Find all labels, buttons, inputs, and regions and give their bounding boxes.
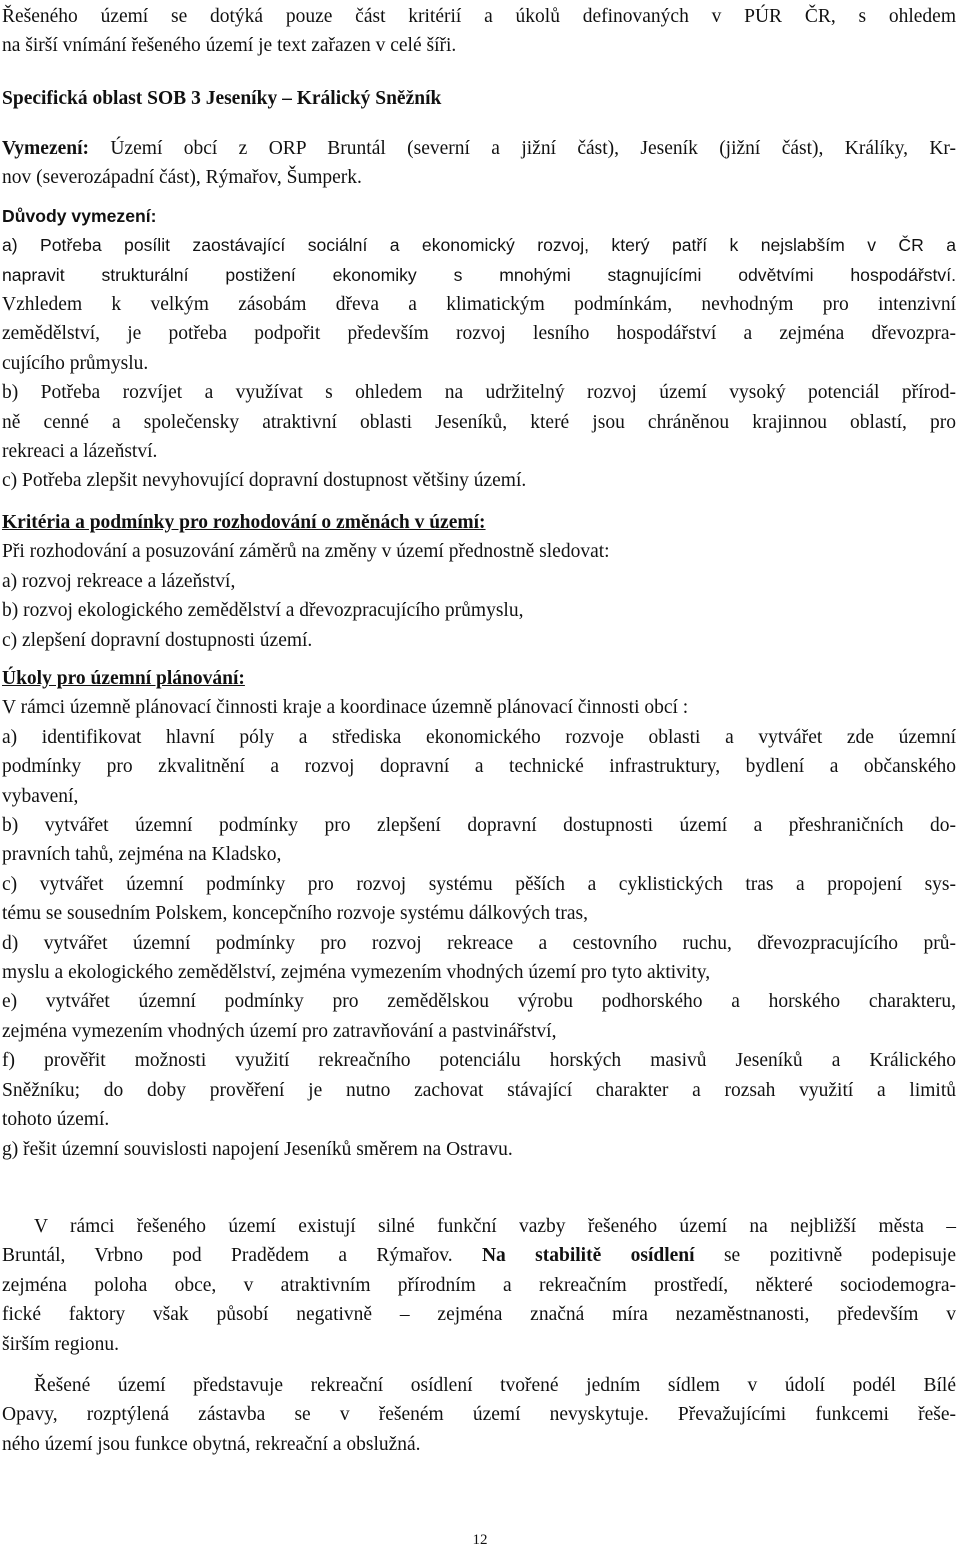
vymezeni-line: nov (severozápadní část), Rýmařov, Šumperk.: [2, 167, 362, 189]
ukoly-line: a) identifikovat hlavní póly a střediska ekonomického rozvoje oblasti a vytvářet zde územní: [2, 726, 956, 748]
duvody-section: [2, 202, 956, 290]
vymezeni-text: Území obcí z ORP Bruntál (severní a jižní část), Jeseník (jižní část), Králíky, Kr-: [89, 138, 956, 159]
paragraph-line: širším regionu.: [2, 1333, 119, 1355]
paragraph-vazby: [2, 1212, 956, 1359]
kriteria-heading: Kritéria a podmínky pro rozhodování o změnách v území:: [2, 512, 486, 533]
duvody-line: zemědělství, je potřeba podpořit především rozvoj lesního hospodářství a zejména dřevozpra-: [2, 323, 956, 345]
paragraph-line: V rámci řešeného území existují silné funkční vazby řešeného území na nejbližší města –: [34, 1216, 956, 1237]
ukoly-line: e) vytvářet územní podmínky pro zemědělskou výrobu podhorského a horského charakteru,: [2, 991, 956, 1013]
ukoly-line: tému se sousedním Polskem, koncepčního rozvoje systému dálkových tras,: [2, 903, 588, 925]
ukoly-line: c) vytvářet územní podmínky pro rozvoj systému pěších a cyklistických tras a propojení sys-: [2, 873, 956, 895]
ukoly-line: tohoto území.: [2, 1109, 110, 1131]
duvody-line: cujícího průmyslu.: [2, 352, 149, 374]
ukoly-intro: V rámci územně plánovací činnosti kraje a koordinace územně plánovací činnosti obcí :: [2, 697, 689, 719]
section-title: [2, 84, 956, 113]
duvody-heading: Důvody vymezení:: [2, 206, 157, 226]
intro-paragraph: [2, 2, 956, 61]
duvody-line: rekreaci a lázeňství.: [2, 441, 158, 463]
ukoly-heading: Úkoly pro územní plánování:: [2, 668, 245, 689]
paragraph-line: zejména poloha obce, v atraktivním přírodním a rekreačním prostředí, některé sociodemogra-: [2, 1274, 956, 1296]
page-number: 12: [472, 1532, 488, 1548]
duvody-line: c) Potřeba zlepšit nevyhovující dopravní dostupnost většiny území.: [2, 470, 527, 492]
duvody-line: Vzhledem k velkým zásobám dřeva a klimatickým podmínkám, nevhodným pro intenzivní: [2, 294, 956, 315]
kriteria-item: c) zlepšení dopravní dostupnosti území.: [2, 629, 313, 651]
paragraph-text: se pozitivně podepisuje: [694, 1245, 956, 1267]
ukoly-line: d) vytvářet územní podmínky pro rozvoj rekreace a cestovního ruchu, dřevozpracujícího prů-: [2, 932, 956, 954]
intro-line: Řešeného území se dotýká pouze část kritérií a úkolů definovaných v PÚR ČR, s ohledem: [2, 6, 956, 27]
paragraph-line: ného území jsou funkce obytná, rekreační a obslužná.: [2, 1433, 421, 1455]
duvody-line: ně cenné a společensky atraktivní oblasti Jeseníků, které jsou chráněnou krajinnou oblastí, pro: [2, 411, 956, 433]
paragraph-text: Bruntál, Vrbno pod Pradědem a Rýmařov.: [2, 1245, 482, 1267]
kriteria-intro: Při rozhodování a posuzování záměrů na změny v území přednostně sledovat:: [2, 541, 610, 563]
ukoly-line: b) vytvářet územní podmínky pro zlepšení dopravní dostupnosti území a přeshraničních do-: [2, 815, 956, 837]
intro-line: na širší vnímání řešeného území je text zařazen v celé šíři.: [2, 35, 457, 57]
paragraph-osidleni: [2, 1371, 956, 1459]
ukoly-line: podmínky pro zkvalitnění a rozvoj dopravní a technické infrastruktury, bydlení a občanského: [2, 756, 956, 778]
duvody-continued: [2, 290, 956, 496]
kriteria-item: b) rozvoj ekologického zemědělství a dřevozpracujícího průmyslu,: [2, 600, 524, 622]
paragraph-bold-text: Na stabilitě osídlení: [481, 1245, 695, 1267]
ukoly-section: [2, 664, 956, 1164]
ukoly-line: myslu a ekologického zemědělství, zejména vymezením vhodných území pro tyto aktivity,: [2, 962, 711, 984]
vymezeni-line: [2, 134, 956, 163]
paragraph-line: fické faktory však působí negativně – zejména značná míra nezaměstnanosti, především v: [2, 1304, 956, 1326]
duvody-line: a) Potřeba posílit zaostávající sociální a ekonomický rozvoj, který patří k nejslabším v ČR a: [2, 235, 956, 256]
paragraph-line: Opavy, rozptýlená zástavba se v řešeném území nevyskytuje. Převažujícími funkcemi řeše-: [2, 1404, 956, 1426]
paragraph-line: [2, 1241, 956, 1270]
duvody-line: b) Potřeba rozvíjet a využívat s ohledem na udržitelný rozvoj území vysoký potenciál přírod-: [2, 382, 956, 404]
ukoly-line: Sněžníku; do doby prověření je nutno zachovat stávající charakter a rozsah využití a limitů: [2, 1079, 956, 1101]
ukoly-line: vybavení,: [2, 785, 79, 807]
kriteria-item: a) rozvoj rekreace a lázeňství,: [2, 570, 236, 592]
sob-title: Specifická oblast SOB 3 Jeseníky – Králický Sněžník: [2, 88, 442, 109]
ukoly-line: pravních tahů, zejména na Kladsko,: [2, 844, 282, 866]
ukoly-line: g) řešit územní souvislosti napojení Jeseníků směrem na Ostravu.: [2, 1138, 513, 1160]
ukoly-line: zejména vymezením vhodných území pro zatravňování a pastvinářství,: [2, 1020, 557, 1042]
duvody-line: napravit strukturální postižení ekonomiky s mnohými stagnujícími odvětvími hospodářství.: [2, 264, 956, 285]
paragraph-line: Řešené území představuje rekreační osídlení tvořené jedním sídlem v údolí podél Bílé: [34, 1375, 956, 1396]
ukoly-line: f) prověřit možnosti využití rekreačního potenciálu horských masivů Jeseníků a Králického: [2, 1050, 956, 1072]
kriteria-section: [2, 508, 956, 655]
vymezeni-label: Vymezení:: [2, 138, 90, 159]
vymezeni-paragraph: [2, 134, 956, 193]
